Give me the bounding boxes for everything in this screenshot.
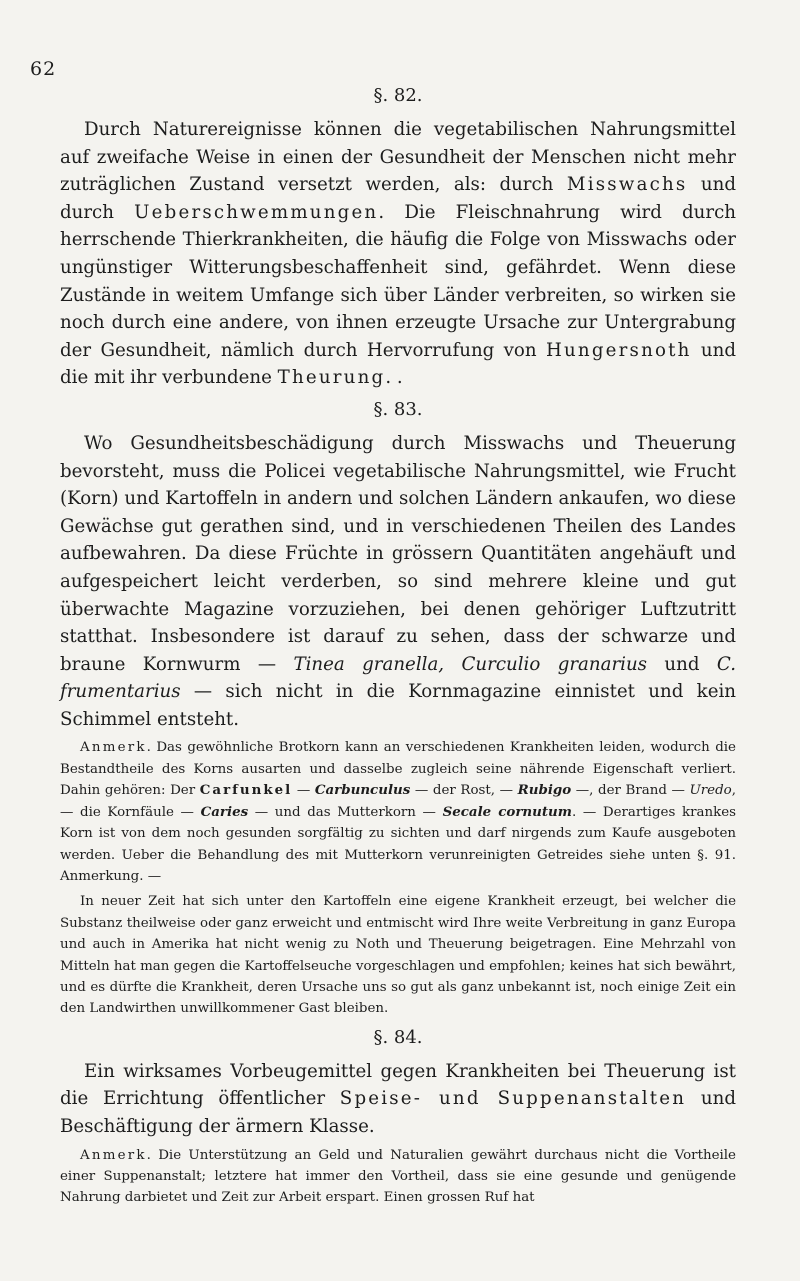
emphasized-term: Misswachs — [566, 174, 688, 196]
text-run: — — [292, 783, 315, 799]
text-run: . . — [385, 367, 403, 389]
text-run: , — die Kornfäule — — [60, 783, 737, 820]
page-number: 62 — [30, 58, 57, 80]
text-run: und durch — [60, 174, 737, 223]
text-run: . Die Unterstützung an Geld und Naturalien gewährt durchaus nicht die Vortheile einer Suppenanstalt; letztere hat immer den Vortheil, dass sie eine gesunde und genügende Nahrung darbietet und Zeit zur Arbeit erspart. Einen grossen Ruf hat — [60, 1147, 736, 1206]
emphasized-term: Theurung — [277, 367, 386, 389]
emphasized-term: Ueberschwemmungen — [134, 201, 379, 223]
note-label: Anmerk — [80, 1147, 147, 1163]
text-run: — und das Mutterkorn — — [248, 804, 443, 820]
section-heading-83: §. 83. — [373, 398, 423, 420]
text-run: Wo Gesundheitsbeschädigung durch Misswachs und Theuerung bevorsteht, muss die Policei vegetabilische Nahrungsmittel, wie Frucht (Korn) und Kartoffeln in andern und solchen Ländern ankaufen, wo diese Gewächse gut gerathen sind, und in verschiedenen Theilen des Landes aufbewahren. Da diese Früchte in grössern Quantitäten angehäuft und aufgespeichert leicht verderben, so sind mehrere kleine und gut überwachte Magazine vorzuziehen, bei denen gehöriger Luftzutritt statthat. Insbesondere ist darauf zu sehen, dass der schwarze und braune Kornwurm — — [60, 432, 736, 675]
text-run: und die mit ihr verbundene — [60, 339, 736, 389]
emphasized-term: Hungersnoth — [545, 339, 692, 361]
section-heading-84: §. 84. — [373, 1026, 423, 1048]
note-label: Anmerk — [80, 740, 147, 756]
footnote-83-2: In neuer Zeit hat sich unter den Kartoffeln eine eigene Krankheit erzeugt, bei welcher die Substanz theilweise oder ganz erweicht und entmischt wird Ihre weite Verbreitung in ganz Europa und auch in Amerika hat nicht wenig zu Noth und Theuerung beigetragen. Eine Mehrzahl von Mitteln hat man gegen die Kartoffelseuche vorgeschlagen und empfohlen; keines hat sich bewährt, und es dürfte die Krankheit, deren Ursache uns so gut als ganz unbekannt ist, noch einige Zeit ein den Landwirthen unwillkommener Gast bleiben. — [60, 894, 736, 1017]
latin-name: Tinea granella, Curculio granarius — [293, 653, 648, 675]
page-content — [60, 82, 736, 1209]
latin-name: Secale cornutum — [442, 803, 572, 820]
latin-name: Rubigo — [517, 782, 572, 799]
emphasized-term: Speise- und Suppenanstalten — [339, 1088, 687, 1110]
text-run: und — [647, 653, 717, 675]
text-run: Ein wirksames Vorbeugemittel gegen Krankheiten bei Theuerung ist die Errichtung öffentlicher — [60, 1060, 736, 1110]
footnote-84 — [60, 1145, 736, 1209]
text-run: —, der Brand — — [571, 783, 690, 799]
text-run: Durch Naturereignisse können die vegetabilischen Nahrungsmittel auf zweifache Weise in einen der Gesundheit der Menschen nicht mehr zuträglichen Zustand versetzt werden, als: durch — [60, 119, 736, 196]
text-run: — sich nicht in die Kornmagazine einnistet und kein Schimmel entsteht. — [60, 681, 736, 730]
latin-name: Carbunculus — [314, 782, 411, 799]
text-run: . Die Fleischnahrung wird durch herrschende Thierkrankheiten, die häufig die Folge von Misswachs oder ungünstiger Witterungsbeschaffenheit sind, gefährdet. Wenn diese Zustände in weitem Umfange sich über Länder verbreiten, so wirken sie noch durch eine andere, von ihnen erzeugte Ursache zur Untergrabung der Gesundheit, nämlich durch Hervorrufung von — [60, 201, 736, 361]
emphasized-term: Carfunkel — [199, 782, 293, 799]
paragraph-83 — [60, 430, 736, 734]
latin-name: Caries — [200, 803, 249, 820]
paragraph-82 — [60, 116, 736, 392]
footnote-83-1 — [60, 737, 736, 887]
latin-name: Uredo — [689, 783, 732, 799]
text-run: und Beschäftigung der ärmern Klasse. — [60, 1088, 736, 1137]
paragraph-84 — [60, 1058, 736, 1141]
text-run: . Das gewöhnliche Brotkorn kann an verschiedenen Krankheiten leiden, wodurch die Bestandtheile des Korns ausarten und dasselbe zugleich seine nährende Eigenschaft verliert. Dahin gehören: Der — [60, 740, 736, 799]
latin-name: C. frumentarius — [60, 653, 736, 703]
section-heading-82: §. 82. — [373, 85, 423, 106]
text-run: — der Rost, — — [410, 783, 518, 799]
text-run: . — Derartiges krankes Korn ist von dem noch gesunden sorgfältig zu sichten und darf nirgends zum Kaufe ausgeboten werden. Ueber die Behandlung des mit Mutterkorn verunreinigten Getreides siehe unten §. 91. Anmerkung. — — [60, 804, 736, 884]
